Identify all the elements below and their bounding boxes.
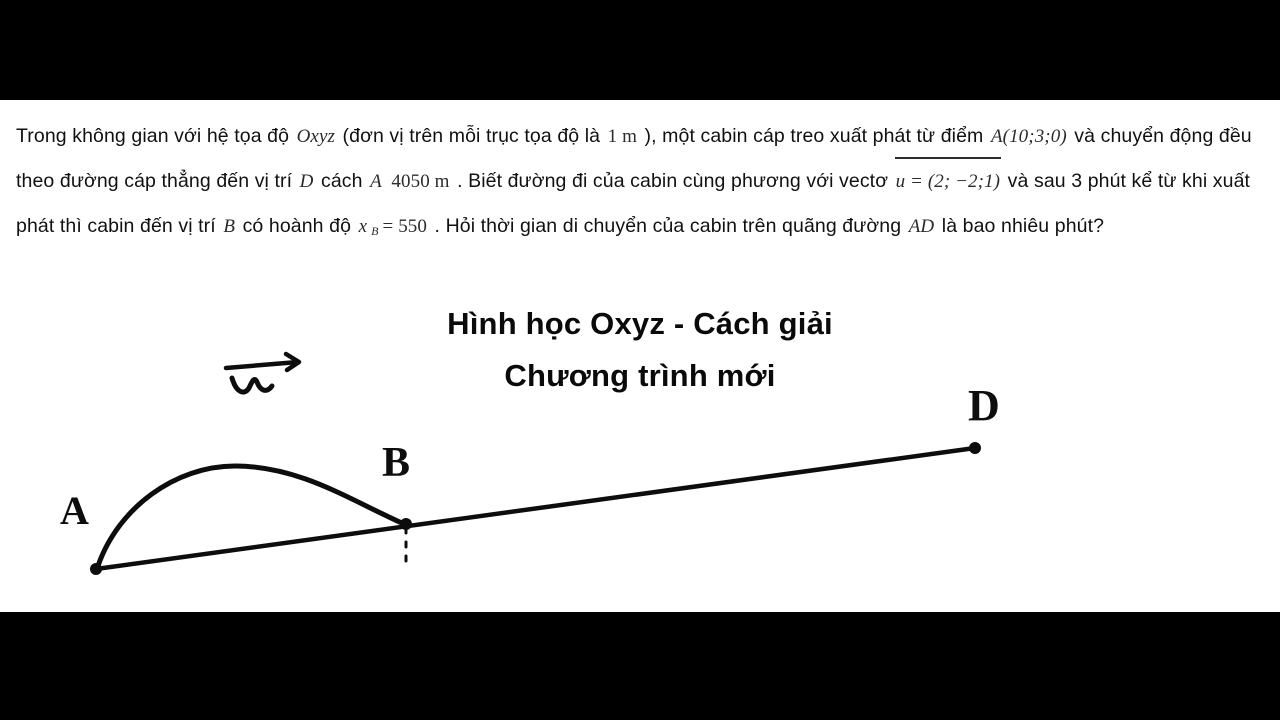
math-distance-4050m: 4050 m — [391, 171, 450, 192]
math-point-d: D — [299, 171, 314, 192]
problem-text-8: có hoành độ — [242, 215, 352, 237]
math-xb-value: = 550 — [382, 216, 428, 237]
sketch-label-d: D — [968, 381, 1000, 430]
point-marker-d — [969, 442, 981, 454]
problem-text-3: ), một cabin cáp treo xuất phát từ điểm — [644, 125, 984, 147]
sketch-label-b: B — [382, 440, 411, 486]
math-segment-ad: AD — [908, 216, 935, 237]
problem-text-4: và chuyển động đều theo đường cáp thẳng đến vị trí — [16, 125, 1252, 192]
point-marker-a — [90, 563, 102, 575]
document-page — [0, 100, 1280, 612]
problem-text-7: và sau 3 phút kể từ khi xuất phát thì cabin đến vị trí — [16, 170, 1251, 237]
curve-arc-ab — [98, 466, 404, 566]
math-point-a: A — [370, 171, 382, 192]
math-point-b: B — [223, 216, 236, 237]
math-point-a-coords: A(10;3;0) — [990, 126, 1067, 147]
math-xb-subscript: B — [371, 224, 379, 238]
sketch-label-a: A — [60, 488, 89, 533]
problem-text-2: (đơn vị trên mỗi trục tọa độ là — [342, 125, 601, 147]
overlay-title-line-2: Chương trình mới — [504, 358, 776, 393]
math-unit-1m: 1 m — [607, 126, 637, 147]
math-vector-u: u = (2; −2;1) — [894, 160, 1003, 204]
problem-text-10: là bao nhiêu phút? — [941, 215, 1105, 237]
hand-drawn-diagram — [0, 100, 1280, 612]
point-marker-b — [400, 518, 412, 530]
math-xb-symbol: x — [358, 216, 368, 237]
problem-text-5: cách — [321, 170, 363, 192]
letterbox-top-bar — [0, 0, 1280, 100]
letterbox-bottom-bar — [0, 612, 1280, 720]
problem-text-1: Trong không gian với hệ tọa độ — [16, 125, 290, 147]
overlay-title-line-1: Hình học Oxyz - Cách giải — [447, 306, 833, 341]
problem-text-9: . Hỏi thời gian di chuyển của cabin trên quãng đường — [434, 215, 902, 237]
sketch-label-vector-u — [226, 354, 299, 392]
problem-text-6: . Biết đường đi của cabin cùng phương với vectơ — [457, 170, 889, 192]
math-oxyz: Oxyz — [296, 126, 335, 147]
